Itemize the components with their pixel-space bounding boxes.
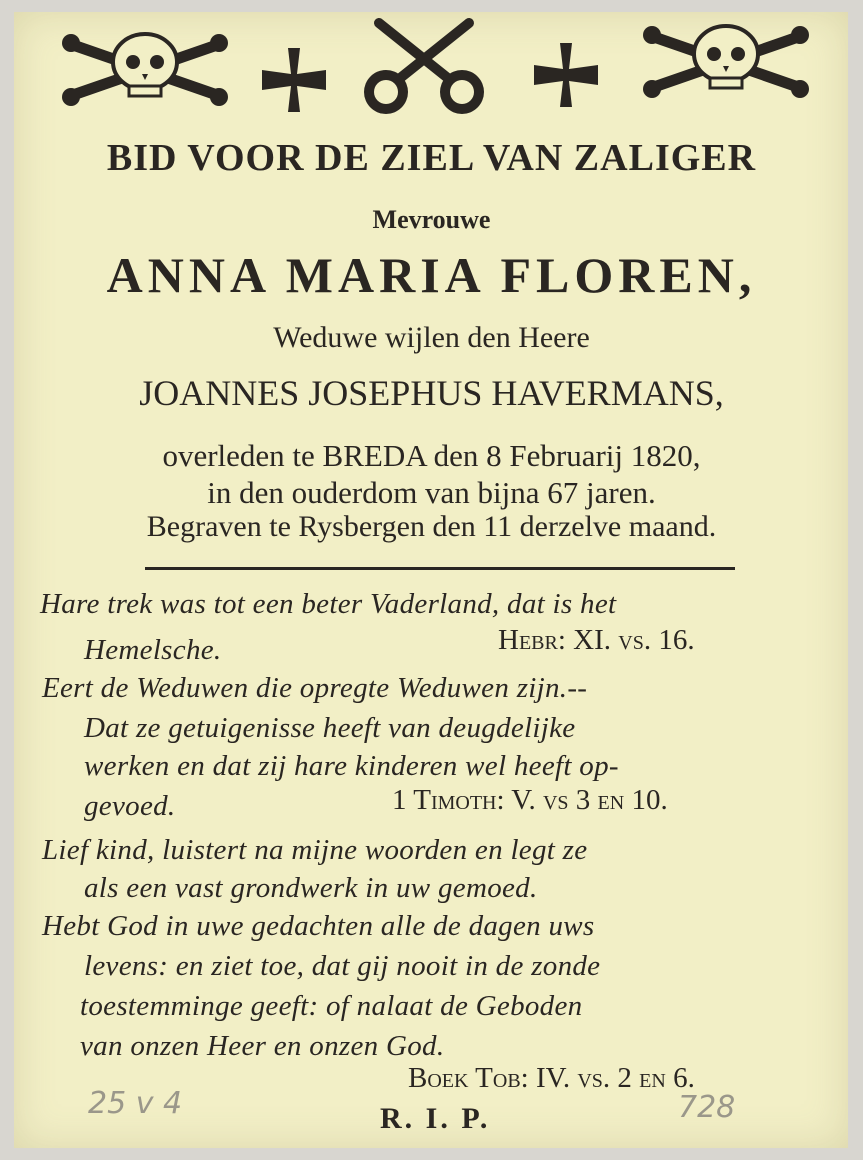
verse-line: Dat ze getuigenisse heeft van deugdelijke <box>84 712 576 744</box>
verse-line: toestemminge geeft: of nalaat de Geboden <box>80 990 583 1022</box>
verse-reference: Hebr: XI. vs. 16. <box>498 624 695 656</box>
verse-line: Hemelsche. <box>84 634 222 666</box>
verse-line: als een vast grondwerk in uw gemoed. <box>84 872 538 904</box>
burial-line: Begraven te Rysbergen den 11 derzelve maand. <box>146 510 717 543</box>
death-line: overleden te BREDA den 8 Februarij 1820, <box>162 438 701 473</box>
verse-line: Hebt God in uwe gedachten alle de dagen uws <box>42 910 595 942</box>
verse-line: Eert de Weduwen die opregte Weduwen zijn.-- <box>42 672 588 704</box>
verse-reference: Boek Tob: IV. vs. 2 en 6. <box>408 1062 695 1094</box>
deceased-name: ANNA MARIA FLOREN, <box>106 247 757 303</box>
cross-pattee-icon <box>534 43 598 107</box>
crossed-torches-icon <box>364 23 484 114</box>
pencil-note-right: 728 <box>678 1090 736 1125</box>
verse-line: levens: en ziet toe, dat gij nooit in de zonde <box>84 950 601 982</box>
skull-and-crossbones-icon <box>62 34 228 106</box>
pencil-note-left: 25 v 4 <box>88 1086 183 1121</box>
rip-closing: R. I. P. <box>380 1102 491 1135</box>
husband-name: JOANNES JOSEPHUS HAVERMANS, <box>139 373 724 413</box>
cross-pattee-icon <box>262 48 326 112</box>
title-line: BID VOOR DE ZIEL VAN ZALIGER <box>106 137 757 179</box>
age-line: in den ouderdom van bijna 67 jaren. <box>207 475 656 510</box>
verse-line: Hare trek was tot een beter Vaderland, dat is het <box>40 588 617 620</box>
skull-and-crossbones-icon <box>643 26 809 98</box>
honorific: Mevrouwe <box>372 205 491 234</box>
verse-line: gevoed. <box>84 790 176 822</box>
verse-line: van onzen Heer en onzen God. <box>80 1030 445 1062</box>
relation-line: Weduwe wijlen den Heere <box>273 321 590 354</box>
divider-rule <box>145 567 735 570</box>
verse-reference: 1 Timoth: V. vs 3 en 10. <box>392 784 668 816</box>
ornament-row <box>0 0 863 125</box>
verse-line: Lief kind, luistert na mijne woorden en legt ze <box>42 834 588 866</box>
verse-line: werken en dat zij hare kinderen wel heeft op- <box>84 750 619 782</box>
